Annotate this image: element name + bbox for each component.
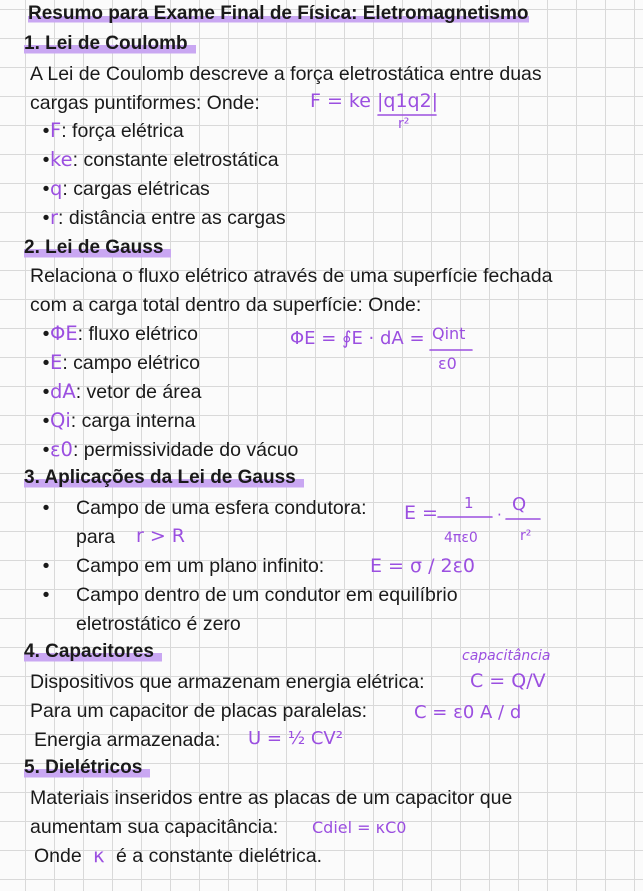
dielectric-paragraph-line1: Materiais inseridos entre as placas de um capacitor que xyxy=(30,787,513,809)
coulomb-paragraph-line1: A Lei de Coulomb descreve a força eletrostática entre duas xyxy=(30,63,542,85)
stored-energy-text: Energia armazenada: xyxy=(34,729,221,751)
symbol-epsilon0: ε0 xyxy=(50,438,73,461)
parallel-plate-text: Para um capacitor de placas paralelas: xyxy=(30,700,368,722)
list-item-text: : fluxo elétrico xyxy=(77,323,198,345)
symbol-phi-e: ΦE xyxy=(50,322,78,345)
sphere-fraction-bar-2 xyxy=(506,518,542,522)
page-title xyxy=(28,2,529,26)
gauss-fraction-bar xyxy=(430,349,474,353)
plane-field-formula: E = σ / 2ε0 xyxy=(370,555,475,577)
sphere-field-text: Campo de uma esfera condutora: xyxy=(76,497,367,519)
symbol-q: q xyxy=(50,177,63,200)
capacitance-note: capacitância xyxy=(462,648,551,664)
coulomb-formula-denominator: r² xyxy=(398,116,410,132)
sphere-field-den2: r² xyxy=(520,528,532,544)
symbol-r: r xyxy=(50,206,59,229)
gauss-paragraph-line1: Relaciona o fluxo elétrico através de uma superfície fechada xyxy=(30,265,553,287)
symbol-ke: ke xyxy=(50,148,73,171)
sphere-field-num2: Q xyxy=(512,494,527,515)
plane-field-text: Campo em um plano infinito: xyxy=(76,555,325,577)
coulomb-formula: F = ke |q1q2| xyxy=(310,90,439,112)
list-item-text: : campo elétrico xyxy=(62,352,200,374)
list-item-text: : cargas elétricas xyxy=(62,178,210,200)
list-item: •Qi: carga interna xyxy=(42,409,196,432)
list-item-text: : distância entre as cargas xyxy=(58,207,286,229)
symbol-e: E xyxy=(50,351,63,374)
list-item: •ΦE: fluxo elétrico xyxy=(42,322,198,345)
dielectric-paragraph-line2: aumentam sua capacitância: xyxy=(30,816,279,838)
symbol-f: F xyxy=(50,119,62,142)
list-item-text: : força elétrica xyxy=(61,120,184,142)
coulomb-paragraph-line2: cargas puntiformes: Onde: xyxy=(30,92,260,114)
list-item: • xyxy=(42,497,50,519)
gauss-formula-denominator: ε0 xyxy=(438,354,457,373)
dielectric-constant-line xyxy=(34,844,322,868)
list-item: •ε0: permissividade do vácuo xyxy=(42,438,299,461)
symbol-kappa: κ xyxy=(93,844,105,867)
gauss-paragraph-line2: com a carga total dentro da superfície: Onde: xyxy=(30,294,422,316)
sphere-field-num1: 1 xyxy=(464,494,474,512)
section-heading-applications: 3. Aplicações da Lei de Gauss xyxy=(24,466,304,490)
sphere-field-den1: 4πε0 xyxy=(444,530,478,546)
symbol-qi: Qi xyxy=(50,409,71,432)
list-item: •r: distância entre as cargas xyxy=(42,206,286,229)
sphere-fraction-bar-1 xyxy=(438,516,494,520)
gauss-formula: ΦE = ∮E · dA = xyxy=(290,328,425,349)
section-heading-coulomb: 1. Lei de Coulomb xyxy=(24,32,196,56)
sphere-field-condition: r > R xyxy=(136,525,186,547)
stored-energy-formula: U = ½ CV² xyxy=(248,728,343,749)
capacitance-formula: C = Q/V xyxy=(470,670,546,692)
list-item: • xyxy=(42,555,50,577)
list-item: •q: cargas elétricas xyxy=(42,177,210,200)
list-item-text: : carga interna xyxy=(70,410,196,432)
list-item-text: : vetor de área xyxy=(75,381,202,403)
sphere-field-formula-lhs: E = xyxy=(404,502,438,524)
list-item: • xyxy=(42,584,50,606)
list-item: •ke: constante eletrostática xyxy=(42,148,279,171)
sphere-field-text-cont: para xyxy=(76,526,116,548)
list-item: •E: campo elétrico xyxy=(42,351,200,374)
title-text: Resumo para Exame Final de Física: Eletromagnetismo xyxy=(28,3,529,24)
conductor-field-text: Campo dentro de um condutor em equilíbrio xyxy=(76,584,458,606)
dielectric-text-b: é a constante dielétrica. xyxy=(116,845,323,867)
list-item: •F: força elétrica xyxy=(42,119,184,142)
section-heading-capacitors: 4. Capacitores xyxy=(24,640,162,664)
list-item-text: : permissividade do vácuo xyxy=(72,439,299,461)
dielectric-formula: Cdiel = κC0 xyxy=(312,818,407,837)
gauss-formula-numerator: Qint xyxy=(432,324,466,343)
dielectric-text-a: Onde xyxy=(34,845,82,867)
parallel-plate-formula: C = ε0 A / d xyxy=(414,702,522,723)
list-item-text: : constante eletrostática xyxy=(72,149,279,171)
conductor-field-text-cont: eletrostático é zero xyxy=(76,613,241,635)
section-heading-dielectrics: 5. Dielétricos xyxy=(24,756,150,780)
capacitor-definition-text: Dispositivos que armazenam energia elétrica: xyxy=(30,671,425,693)
section-heading-gauss: 2. Lei de Gauss xyxy=(24,236,171,260)
list-item: •dA: vetor de área xyxy=(42,380,202,403)
sphere-field-dot: · xyxy=(497,506,502,524)
symbol-da: dA xyxy=(50,380,76,403)
